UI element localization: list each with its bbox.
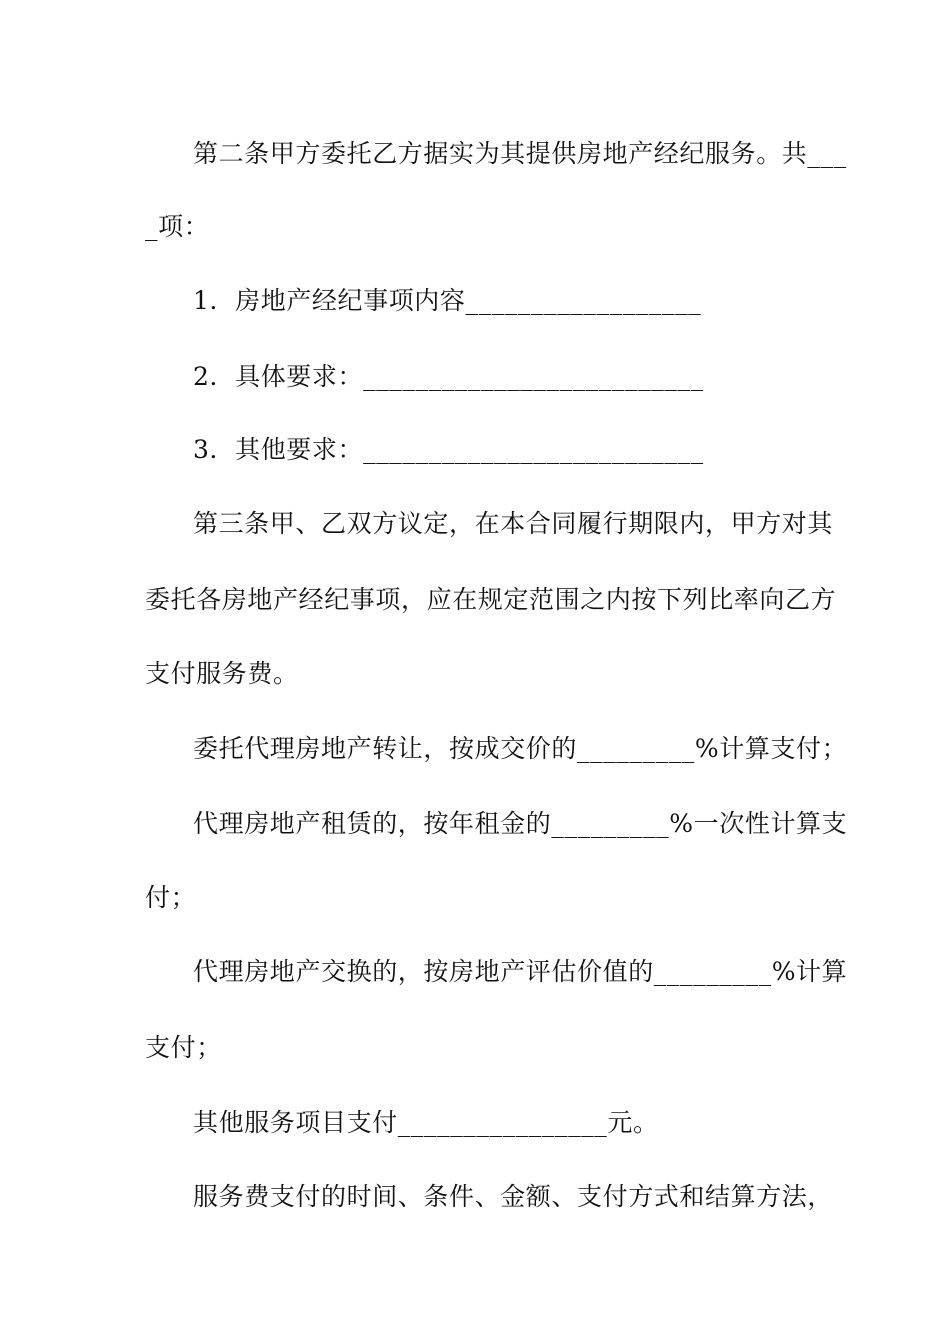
article-3-line-1: 第三条甲、乙双方议定，在本合同履行期限内，甲方对其: [193, 509, 834, 538]
article-2-line-2: _项：: [145, 212, 210, 241]
item-1-content: 1．房地产经纪事项内容__________________: [193, 286, 702, 315]
payment-terms-line: 服务费支付的时间、条件、金额、支付方式和结算方法，: [193, 1182, 834, 1211]
article-3-line-3: 支付服务费。: [145, 659, 299, 688]
fee-other-line: 其他服务项目支付________________元。: [193, 1108, 659, 1137]
item-2-requirements: 2．具体要求：__________________________: [193, 362, 704, 391]
fee-exchange-line-1: 代理房地产交换的，按房地产评估价值的_________%计算: [193, 957, 848, 986]
article-2-line-1: 第二条甲方委托乙方据实为其提供房地产经纪服务。共___: [193, 139, 847, 168]
fee-transfer-line: 委托代理房地产转让，按成交价的_________%计算支付；: [193, 734, 848, 763]
fee-lease-line-1: 代理房地产租赁的，按年租金的_________%一次性计算支: [193, 809, 848, 838]
item-3-other-requirements: 3．其他要求：__________________________: [193, 435, 704, 464]
fee-lease-line-2: 付；: [145, 883, 197, 912]
fee-exchange-line-2: 支付；: [145, 1033, 222, 1062]
article-3-line-2: 委托各房地产经纪事项，应在规定范围之内按下列比率向乙方: [145, 585, 837, 614]
